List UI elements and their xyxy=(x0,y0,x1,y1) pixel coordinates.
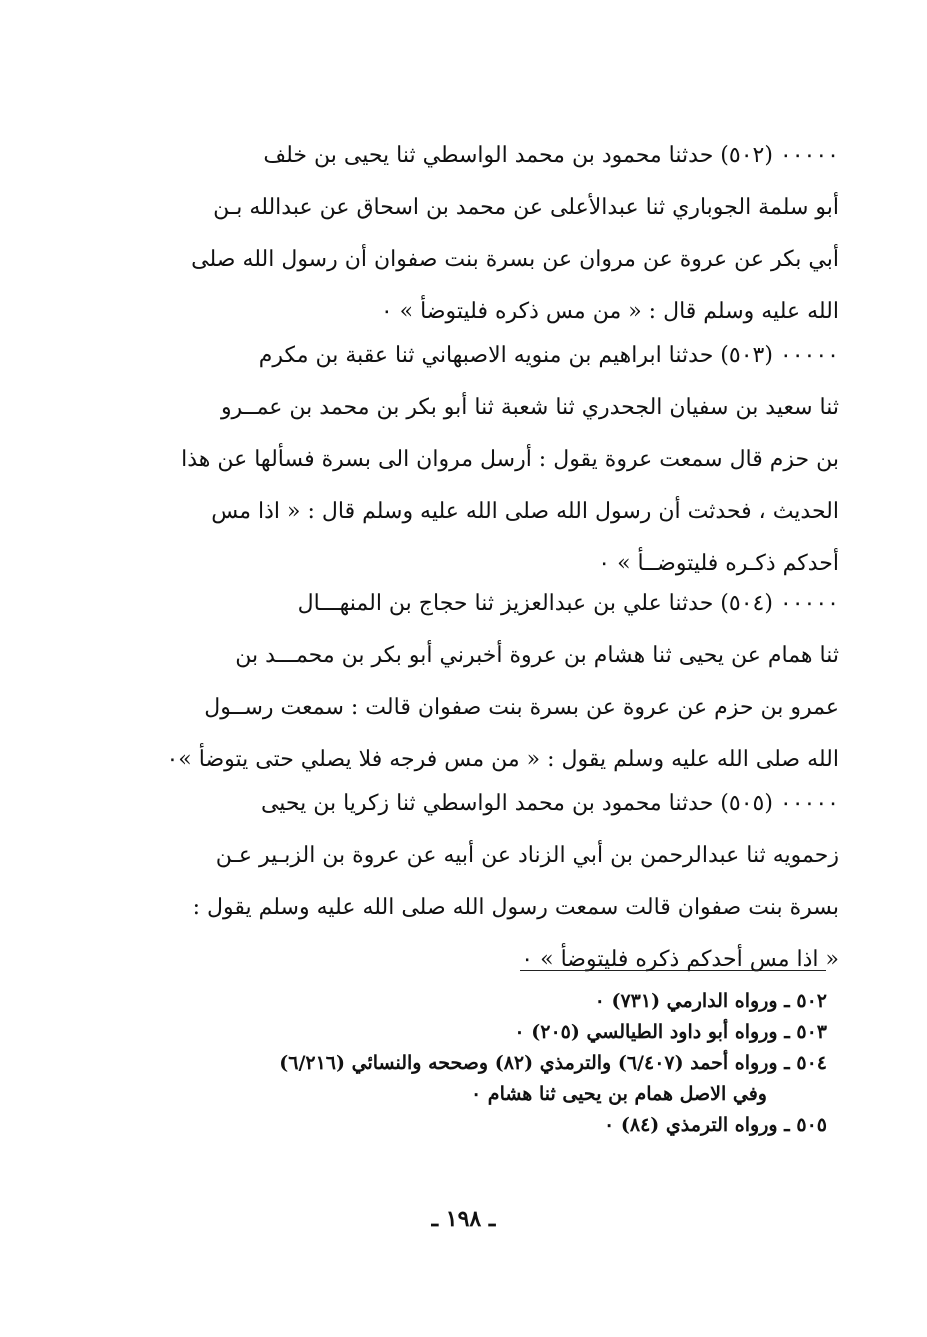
text-line: ٠٠٠٠٠ (٥٠٢) حدثنا محمود بن محمد الواسطي ثنا يحيى بن خلف xyxy=(263,143,839,168)
text-line: ثنا همام عن يحيى ثنا هشام بن عروة أخبرني أبو بكر بن محمـــد بن xyxy=(235,643,839,668)
hadith-502 xyxy=(139,130,839,338)
footnote-separator xyxy=(520,970,826,971)
footnote-502: ٥٠٢ ـ ورواه الدارمي (٧٣١) ٠ xyxy=(594,990,827,1012)
footnote-503: ٥٠٣ ـ ورواه أبو داود الطيالسي (٢٠٥) ٠ xyxy=(514,1021,827,1043)
text-line: ٠٠٠٠٠ (٥٠٤) حدثنا علي بن عبدالعزيز ثنا حجاج بن المنهـــال xyxy=(297,591,839,616)
text-line: أحدكم ذكـره فليتوضــأ » ٠ xyxy=(598,551,839,576)
text-line: ثنا سعيد بن سفيان الجحدري ثنا شعبة ثنا أبو بكر بن محمد بن عمــرو xyxy=(220,395,839,420)
text-line: ٠٠٠٠٠ (٥٠٣) حدثنا ابراهيم بن منويه الاصبهاني ثنا عقبة بن مكرم xyxy=(258,343,839,368)
text-line: « اذا مس أحدكم ذكره فليتوضأ » ٠ xyxy=(521,947,839,972)
text-line: أبو سلمة الجوباري ثنا عبدالأعلى عن محمد بن اسحاق عن عبدالله بـن xyxy=(213,195,839,220)
text-line: الله صلى الله عليه وسلم يقول : « من مس فرجه فلا يصلي حتى يتوضأ »٠ xyxy=(166,747,839,772)
text-line: الحديث ، فحدثت أن رسول الله صلى الله عليه وسلم قال : « اذا مس xyxy=(211,499,839,524)
text-line: زحمويه ثنا عبدالرحمن بن أبي الزناد عن أبيه عن عروة بن الزبـير عـن xyxy=(215,843,839,868)
page-number: ـ ١٩٨ ـ xyxy=(431,1206,496,1232)
text-line: بن حزم قال سمعت عروة يقول : أرسل مروان الى بسرة فسألها عن هذا xyxy=(181,447,839,472)
text-line: بسرة بنت صفوان قالت سمعت رسول الله صلى الله عليه وسلم يقول : xyxy=(192,895,839,920)
text-line: عمرو بن حزم عن عروة عن بسرة بنت صفوان قالت : سمعت رســول xyxy=(204,695,839,720)
text-line: أبي بكر عن عروة عن مروان عن بسرة بنت صفوان أن رسول الله صلى xyxy=(191,247,839,272)
footnote-504-continuation: وفي الاصل همام بن يحيى ثنا هشام ٠ xyxy=(470,1083,767,1105)
hadith-505 xyxy=(139,778,839,986)
footnotes xyxy=(127,986,827,1141)
footnote-505: ٥٠٥ ـ ورواه الترمذي (٨٤) ٠ xyxy=(604,1114,827,1136)
text-line: ٠٠٠٠٠ (٥٠٥) حدثنا محمود بن محمد الواسطي ثنا زكريا بن يحيى xyxy=(260,791,839,816)
hadith-503 xyxy=(139,330,839,590)
footnote-504: ٥٠٤ ـ ورواه أحمد (٦/٤٠٧) والترمذي (٨٢) وصححه والنسائي (٦/٢١٦) xyxy=(279,1052,827,1074)
text-line: الله عليه وسلم قال : « من مس ذكره فليتوضأ » ٠ xyxy=(380,299,839,324)
hadith-504 xyxy=(139,578,839,786)
